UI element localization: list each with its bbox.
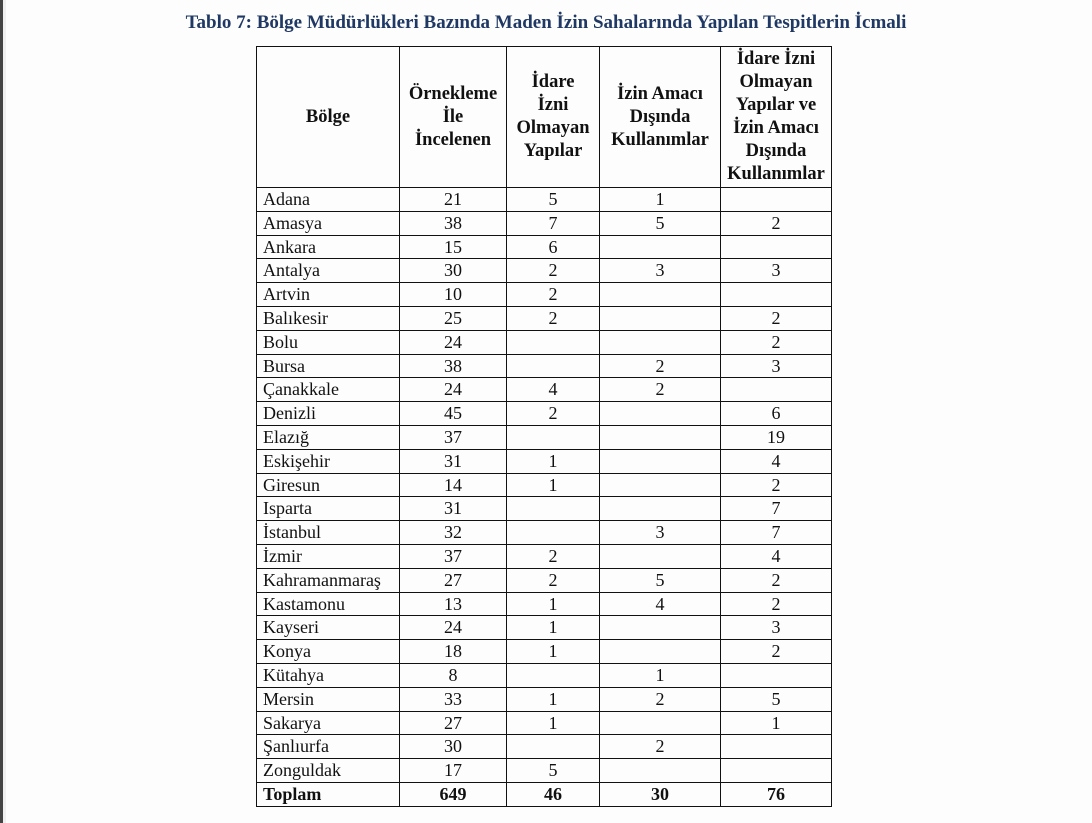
cell-region: Amasya — [257, 211, 400, 235]
cell-unpermitted — [507, 497, 600, 521]
cell-unpermitted — [507, 663, 600, 687]
cell-both — [721, 235, 832, 259]
cell-sampled: 18 — [400, 640, 507, 664]
cell-unpermitted: 2 — [507, 259, 600, 283]
header-line: Kullanımlar — [727, 164, 825, 184]
cell-off-purpose: 1 — [600, 188, 721, 212]
cell-both — [721, 378, 832, 402]
cell-region: Bolu — [257, 330, 400, 354]
cell-off-purpose: 3 — [600, 259, 721, 283]
cell-region: Sakarya — [257, 711, 400, 735]
header-line: Dışında — [745, 141, 807, 161]
cell-both: 2 — [721, 211, 832, 235]
table-row — [257, 306, 832, 330]
cell-off-purpose — [600, 473, 721, 497]
cell-region: Artvin — [257, 283, 400, 307]
cell-sampled: 25 — [400, 306, 507, 330]
header-line: Dışında — [629, 106, 691, 127]
cell-unpermitted — [507, 425, 600, 449]
cell-unpermitted: 4 — [507, 378, 600, 402]
cell-both: 7 — [721, 521, 832, 545]
table-row — [257, 259, 832, 283]
table-row — [257, 521, 832, 545]
cell-sampled: 14 — [400, 473, 507, 497]
cell-both: 1 — [721, 711, 832, 735]
cell-unpermitted: 5 — [507, 759, 600, 783]
cell-both: 3 — [721, 259, 832, 283]
table-row — [257, 616, 832, 640]
cell-sampled: 33 — [400, 687, 507, 711]
cell-region: Şanlıurfa — [257, 735, 400, 759]
cell-sampled: 37 — [400, 544, 507, 568]
cell-unpermitted: 1 — [507, 473, 600, 497]
cell-unpermitted: 1 — [507, 616, 600, 640]
header-line: Bölge — [305, 106, 351, 127]
cell-sampled: 10 — [400, 283, 507, 307]
header-line: Kullanımlar — [611, 129, 709, 150]
cell-region: Adana — [257, 188, 400, 212]
cell-region: Elazığ — [257, 425, 400, 449]
cell-sampled: 31 — [400, 449, 507, 473]
cell-off-purpose — [600, 497, 721, 521]
cell-off-purpose: 2 — [600, 687, 721, 711]
cell-off-purpose — [600, 640, 721, 664]
table-body — [257, 188, 832, 807]
total-cell-both: 76 — [721, 782, 832, 806]
cell-unpermitted — [507, 330, 600, 354]
table-row — [257, 640, 832, 664]
cell-both: 7 — [721, 497, 832, 521]
table-title: Tablo 7: Bölge Müdürlükleri Bazında Maden İzin Sahalarında Yapılan Tespitlerin İcmali — [185, 12, 907, 33]
cell-both: 3 — [721, 616, 832, 640]
table-row — [257, 402, 832, 426]
cell-both: 4 — [721, 544, 832, 568]
cell-unpermitted: 1 — [507, 449, 600, 473]
cell-sampled: 31 — [400, 497, 507, 521]
table-row — [257, 378, 832, 402]
cell-off-purpose — [600, 306, 721, 330]
header-bolge — [257, 47, 400, 188]
cell-unpermitted: 1 — [507, 640, 600, 664]
cell-sampled: 24 — [400, 330, 507, 354]
cell-off-purpose — [600, 283, 721, 307]
cell-off-purpose: 3 — [600, 521, 721, 545]
table-row — [257, 663, 832, 687]
total-row — [257, 782, 832, 806]
header-her-ikisi — [721, 47, 832, 188]
cell-region: İstanbul — [257, 521, 400, 545]
header-line: Yapılar — [523, 141, 583, 161]
cell-off-purpose — [600, 235, 721, 259]
header-izin-amaci-disinda — [600, 47, 721, 188]
total-cell-sampled: 649 — [400, 782, 507, 806]
cell-sampled: 38 — [400, 211, 507, 235]
header-line: İncelenen — [414, 129, 492, 150]
cell-both: 4 — [721, 449, 832, 473]
table-row — [257, 354, 832, 378]
table-row — [257, 283, 832, 307]
cell-sampled: 27 — [400, 568, 507, 592]
cell-unpermitted: 2 — [507, 402, 600, 426]
cell-sampled: 27 — [400, 711, 507, 735]
total-cell-unpermitted: 46 — [507, 782, 600, 806]
cell-sampled: 30 — [400, 259, 507, 283]
cell-unpermitted: 5 — [507, 188, 600, 212]
cell-unpermitted: 1 — [507, 687, 600, 711]
total-cell-off-purpose: 30 — [600, 782, 721, 806]
cell-region: Kahramanmaraş — [257, 568, 400, 592]
table-row — [257, 235, 832, 259]
cell-region: Isparta — [257, 497, 400, 521]
cell-region: Mersin — [257, 687, 400, 711]
table-row — [257, 711, 832, 735]
cell-region: İzmir — [257, 544, 400, 568]
cell-unpermitted: 2 — [507, 568, 600, 592]
header-line: İzni — [537, 95, 569, 115]
cell-both: 2 — [721, 568, 832, 592]
cell-both: 6 — [721, 402, 832, 426]
cell-both: 2 — [721, 330, 832, 354]
cell-sampled: 17 — [400, 759, 507, 783]
header-orneklem — [400, 47, 507, 188]
cell-off-purpose — [600, 759, 721, 783]
cell-region: Kütahya — [257, 663, 400, 687]
cell-sampled: 24 — [400, 378, 507, 402]
cell-unpermitted — [507, 354, 600, 378]
cell-both: 2 — [721, 640, 832, 664]
header-line: Örnekleme — [408, 83, 498, 104]
cell-unpermitted: 2 — [507, 283, 600, 307]
cell-unpermitted — [507, 521, 600, 545]
cell-region: Kastamonu — [257, 592, 400, 616]
cell-sampled: 15 — [400, 235, 507, 259]
header-line: Olmayan — [739, 72, 813, 92]
table-row — [257, 330, 832, 354]
header-row — [257, 47, 832, 188]
cell-region: Kayseri — [257, 616, 400, 640]
cell-off-purpose: 2 — [600, 354, 721, 378]
cell-sampled: 30 — [400, 735, 507, 759]
cell-off-purpose: 5 — [600, 211, 721, 235]
cell-both — [721, 735, 832, 759]
table-row — [257, 497, 832, 521]
cell-off-purpose — [600, 616, 721, 640]
cell-region: Antalya — [257, 259, 400, 283]
cell-off-purpose — [600, 425, 721, 449]
cell-off-purpose: 4 — [600, 592, 721, 616]
cell-both — [721, 759, 832, 783]
header-line: Olmayan — [516, 118, 590, 138]
header-idare-izni-olmayan — [507, 47, 600, 188]
cell-region: Denizli — [257, 402, 400, 426]
summary-table — [256, 46, 832, 807]
cell-off-purpose: 2 — [600, 735, 721, 759]
header-line: İdare — [531, 72, 575, 92]
cell-unpermitted: 7 — [507, 211, 600, 235]
cell-sampled: 21 — [400, 188, 507, 212]
cell-off-purpose — [600, 711, 721, 735]
cell-off-purpose — [600, 402, 721, 426]
table-row — [257, 449, 832, 473]
cell-region: Çanakkale — [257, 378, 400, 402]
window-edge-shadow — [3, 0, 6, 823]
cell-sampled: 8 — [400, 663, 507, 687]
cell-region: Konya — [257, 640, 400, 664]
cell-region: Balıkesir — [257, 306, 400, 330]
header-line: İdare İzni — [736, 49, 816, 69]
cell-region: Eskişehir — [257, 449, 400, 473]
cell-region: Zonguldak — [257, 759, 400, 783]
cell-both — [721, 188, 832, 212]
cell-unpermitted: 1 — [507, 711, 600, 735]
cell-sampled: 38 — [400, 354, 507, 378]
cell-both: 3 — [721, 354, 832, 378]
cell-both: 2 — [721, 473, 832, 497]
cell-unpermitted: 2 — [507, 306, 600, 330]
cell-unpermitted: 6 — [507, 235, 600, 259]
cell-unpermitted: 1 — [507, 592, 600, 616]
cell-both: 19 — [721, 425, 832, 449]
cell-both — [721, 663, 832, 687]
cell-unpermitted: 2 — [507, 544, 600, 568]
table-row — [257, 687, 832, 711]
table-row — [257, 592, 832, 616]
header-line: İzin Amacı — [617, 83, 703, 104]
header-line: İle — [442, 106, 464, 127]
cell-both: 5 — [721, 687, 832, 711]
cell-region: Bursa — [257, 354, 400, 378]
cell-sampled: 24 — [400, 616, 507, 640]
cell-sampled: 32 — [400, 521, 507, 545]
cell-off-purpose: 2 — [600, 378, 721, 402]
cell-off-purpose: 1 — [600, 663, 721, 687]
cell-off-purpose — [600, 330, 721, 354]
table-row — [257, 759, 832, 783]
header-line: İzin Amacı — [733, 118, 819, 138]
cell-off-purpose — [600, 449, 721, 473]
table-row — [257, 211, 832, 235]
cell-both: 2 — [721, 592, 832, 616]
cell-unpermitted — [507, 735, 600, 759]
cell-region: Ankara — [257, 235, 400, 259]
table-row — [257, 425, 832, 449]
cell-both: 2 — [721, 306, 832, 330]
table-row — [257, 188, 832, 212]
table-row — [257, 473, 832, 497]
cell-off-purpose — [600, 544, 721, 568]
total-label: Toplam — [257, 782, 400, 806]
table-row — [257, 735, 832, 759]
cell-both — [721, 283, 832, 307]
cell-sampled: 13 — [400, 592, 507, 616]
cell-sampled: 45 — [400, 402, 507, 426]
cell-region: Giresun — [257, 473, 400, 497]
table-row — [257, 568, 832, 592]
header-line: Yapılar ve — [735, 95, 817, 115]
cell-off-purpose: 5 — [600, 568, 721, 592]
table-row — [257, 544, 832, 568]
cell-sampled: 37 — [400, 425, 507, 449]
